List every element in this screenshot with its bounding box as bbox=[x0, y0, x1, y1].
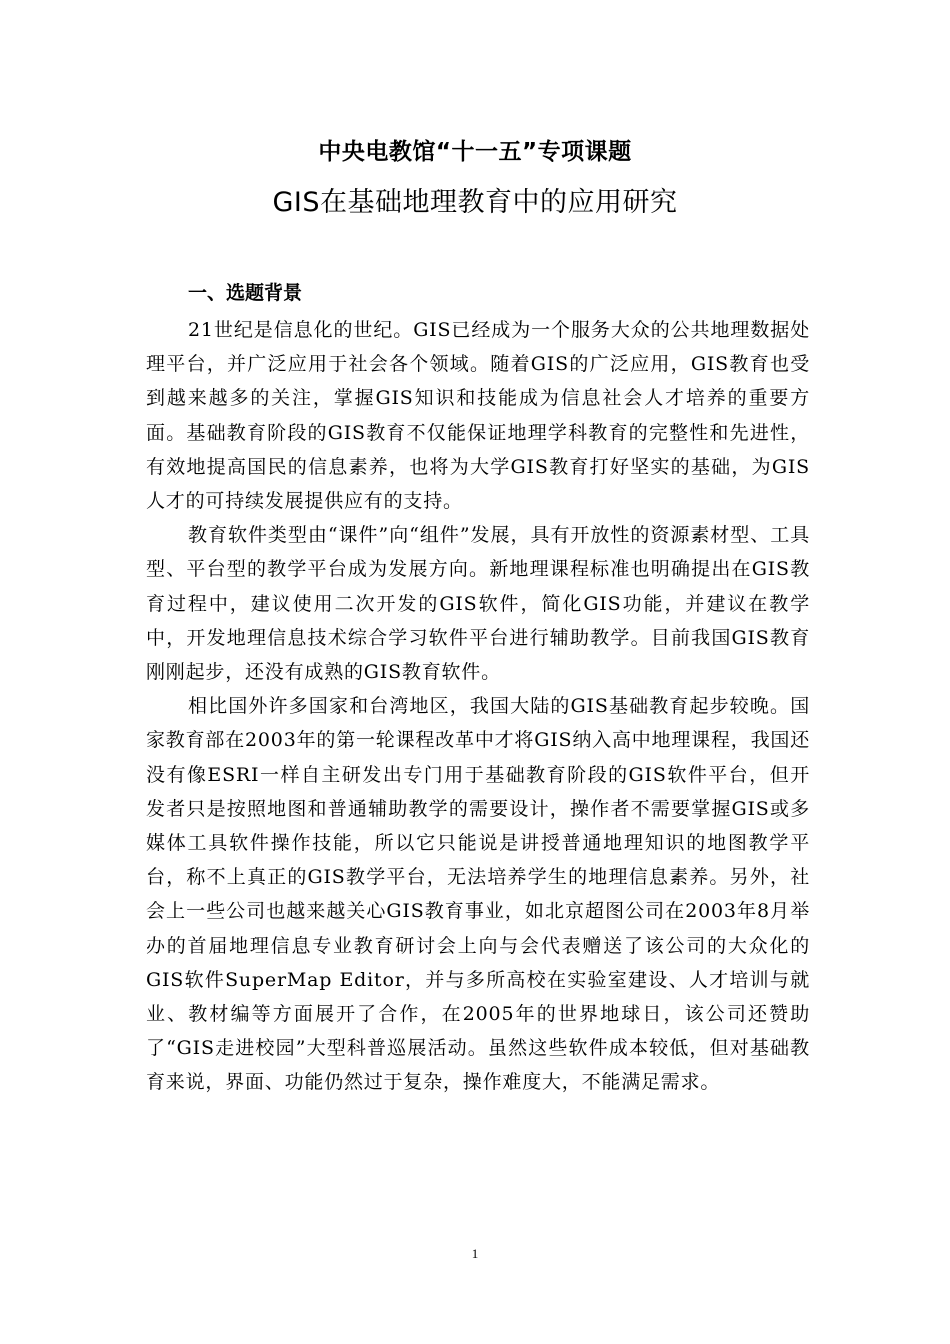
document-subtitle: 中央电教馆“十一五”专项课题 bbox=[318, 139, 632, 165]
document-title: GIS在基础地理教育中的应用研究 bbox=[272, 187, 678, 218]
section-heading: 一、选题背景 bbox=[188, 282, 303, 304]
paragraph-1: 21世纪是信息化的世纪。GIS已经成为一个服务大众的公共地理数据处理平台，并广泛应用于社会各个领域。随着GIS的广泛应用，GIS教育也受到越来越多的关注，掌握GIS知识和技能成为信息社会人才培养的重要方面。基础教育阶段的GIS教育不仅能保证地理学科教育的完整性和先进性，有效地提高国民的信息素养，也将为大学GIS教育打好坚实的基础，为GIS人才的可持续发展提供应有的支持。 bbox=[146, 319, 810, 513]
paragraph-3: 相比国外许多国家和台湾地区，我国大陆的GIS基础教育起步较晚。国家教育部在2003年的第一轮课程改革中才将GIS纳入高中地理课程，我国还没有像ESRI一样自主研发出专门用于基础教育阶段的GIS软件平台，但开发者只是按照地图和普通辅助教学的需要设计，操作者不需要掌握GIS或多媒体工具软件操作技能，所以它只能说是讲授普通地理知识的地图教学平台，称不上真正的GIS教学平台，无法培养学生的地理信息素养。另外，社会上一些公司也越来越关心GIS教育事业，如北京超图公司在2003年8月举办的首届地理信息专业教育研讨会上向与会代表赠送了该公司的大众化的GIS软件SuperMap Editor，并与多所高校在实验室建设、人才培训与就业、教材编等方面展开了合作，在2005年的世界地球日，该公司还赞助了“GIS走进校园”大型科普巡展活动。虽然这些软件成本较低，但对基础教育来说，界面、功能仍然过于复杂，操作难度大，不能满足需求。 bbox=[146, 695, 810, 1094]
page-number: 1 bbox=[471, 1246, 479, 1261]
body-text bbox=[146, 313, 810, 1100]
paragraph-2: 教育软件类型由“课件”向“组件”发展，具有开放性的资源素材型、工具型、平台型的教学平台成为发展方向。新地理课程标准也明确提出在GIS教育过程中，建议使用二次开发的GIS软件，简化GIS功能，并建议在教学中，开发地理信息技术综合学习软件平台进行辅助教学。目前我国GIS教育刚刚起步，还没有成熟的GIS教育软件。 bbox=[146, 524, 810, 684]
